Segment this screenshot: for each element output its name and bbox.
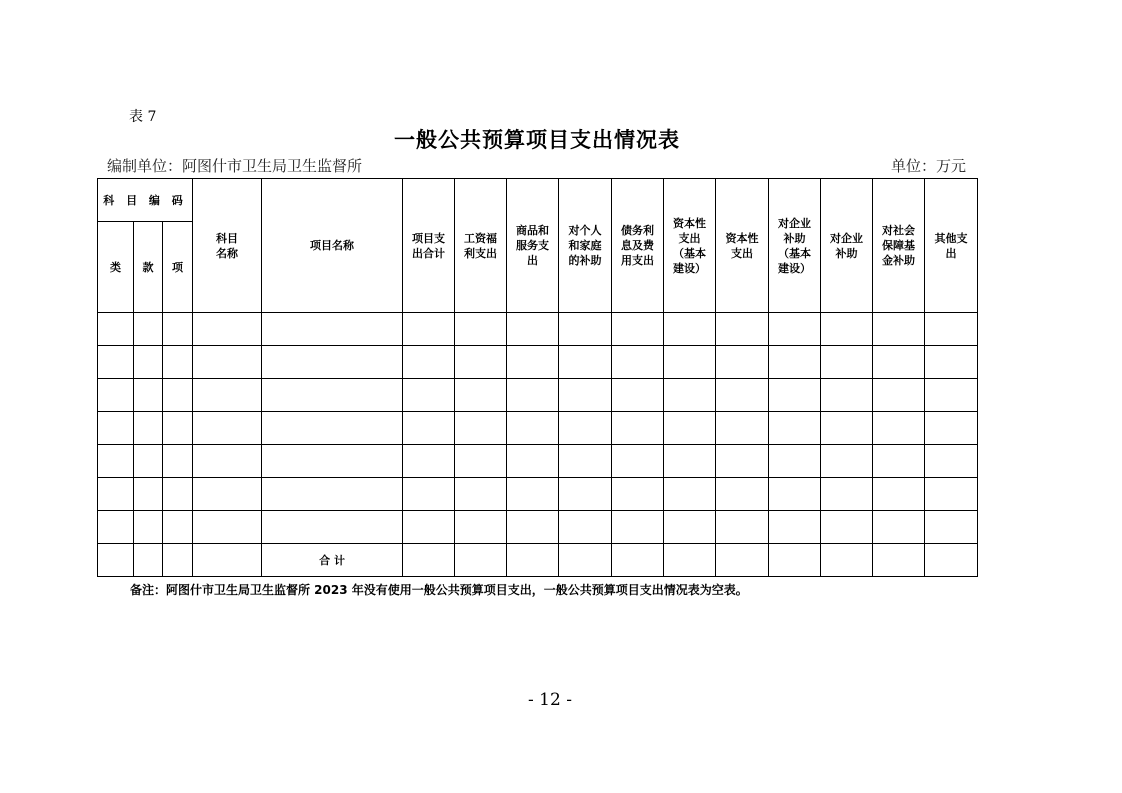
budget-table: [97, 178, 978, 577]
table-number: 表 7: [129, 109, 157, 125]
header-col-8: 对企业 补助 （基本 建设）: [778, 216, 812, 275]
header-col-6: 资本性 支出 （基本 建设）: [673, 216, 707, 275]
header-subject-code: 科 目 编 码: [98, 179, 193, 222]
total-row: [98, 544, 978, 577]
page-number: - 12 -: [528, 690, 572, 710]
table-row: [98, 511, 978, 544]
header-col-11: 其他支 出: [934, 231, 968, 260]
header-col-7: 资本性 支出: [725, 231, 759, 260]
table-row: [98, 379, 978, 412]
header-col-9: 对企业 补助: [830, 231, 864, 260]
table-row: [98, 313, 978, 346]
header-col-10: 对社会 保障基 金补助: [882, 224, 916, 267]
header-lei: 类: [98, 222, 134, 313]
header-col-1: 项目支 出合计: [412, 231, 446, 260]
header-project-name: 项目名称: [262, 179, 403, 313]
page-title: 一般公共预算项目支出情况表: [394, 127, 680, 152]
currency-unit: 单位：万元: [891, 157, 967, 175]
footnote: 备注：阿图什市卫生局卫生监督所 2023 年没有使用一般公共预算项目支出，一般公共预算项目支出情况表为空表。: [130, 583, 748, 597]
table-row: [98, 346, 978, 379]
total-label: 合 计: [262, 544, 403, 577]
header-col-5: 债务利 息及费 用支出: [621, 224, 655, 267]
header-col-2: 工资福 利支出: [464, 231, 498, 260]
table-row: [98, 412, 978, 445]
table-row: [98, 478, 978, 511]
header-xiang: 项: [163, 222, 193, 313]
table-row: [98, 445, 978, 478]
header-subject-name: 科目 名称: [216, 231, 239, 260]
compiling-unit: 编制单位：阿图什市卫生局卫生监督所: [107, 157, 363, 175]
header-col-4: 对个人 和家庭 的补助: [568, 224, 602, 267]
header-col-3: 商品和 服务支 出: [516, 224, 550, 267]
table-body: [98, 313, 978, 577]
header-kuan: 款: [134, 222, 163, 313]
